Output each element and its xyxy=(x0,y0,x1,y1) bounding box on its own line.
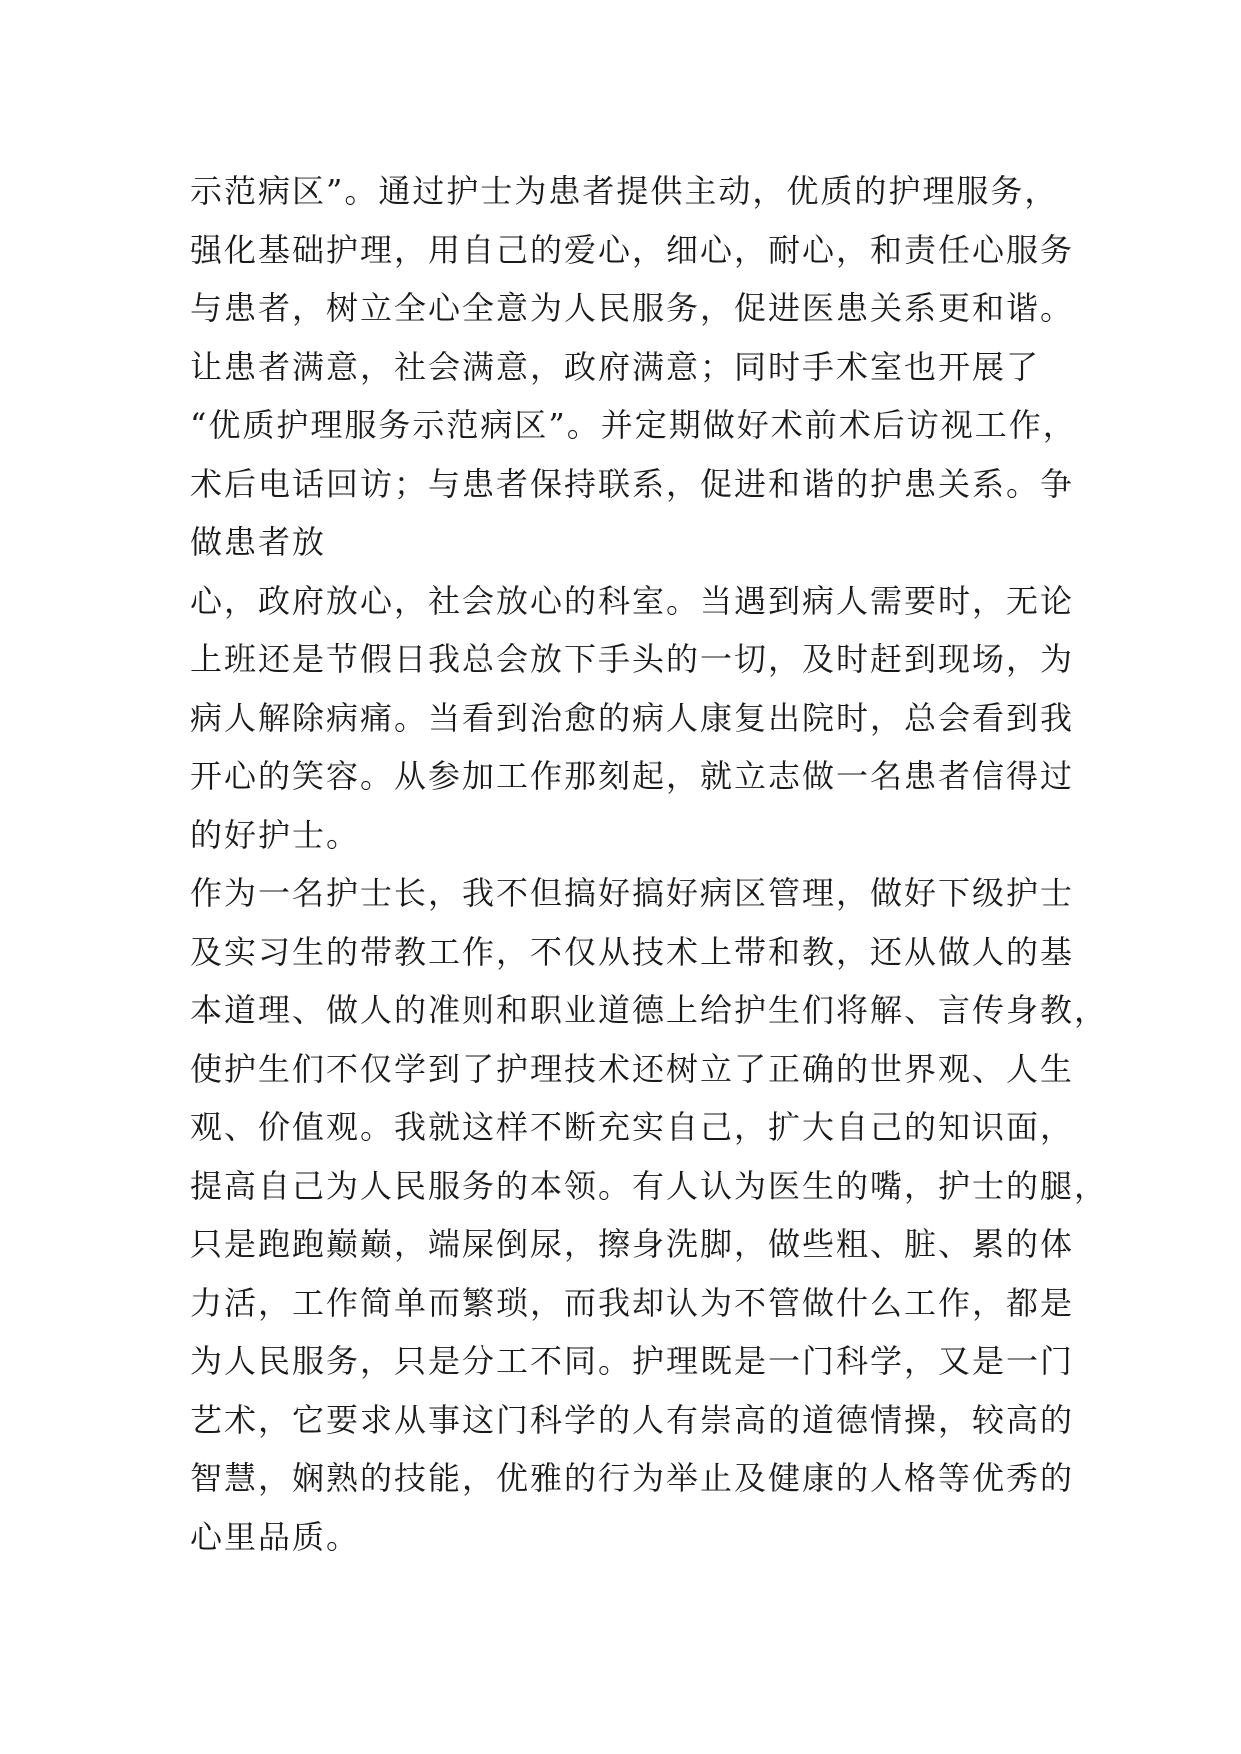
text-line: 心，政府放心，社会放心的科室。当遇到病人需要时，无论 xyxy=(190,581,1075,620)
text-line: 做患者放 xyxy=(190,523,327,561)
text-line: 术后电话回访；与患者保持联系，促进和谐的护患关系。争 xyxy=(190,464,1075,503)
text-line: 本道理、做人的准则和职业道德上给护生们将解、言传身教， xyxy=(190,991,1109,1029)
text-line: 让患者满意，社会满意，政府满意；同时手术室也开展了 xyxy=(190,347,1041,386)
text-line: 艺术，它要求从事这门科学的人有崇高的道德情操，较高的 xyxy=(190,1400,1075,1439)
text-line: 观、价值观。我就这样不断充实自己，扩大自己的知识面， xyxy=(190,1108,1075,1146)
text-line: 及实习生的带教工作，不仅从技术上带和教，还从做人的基 xyxy=(190,932,1075,971)
body-text xyxy=(190,162,1109,1566)
text-line: 上班还是节假日我总会放下手头的一切，及时赶到现场，为 xyxy=(190,640,1075,678)
text-line: 示范病区”。通过护士为患者提供主动，优质的护理服务， xyxy=(190,172,1059,210)
text-line: 病人解除病痛。当看到治愈的病人康复出院时，总会看到我 xyxy=(190,698,1075,737)
text-line: “优质护理服务示范病区”。并定期做好术前术后访视工作， xyxy=(190,406,1077,444)
text-line: 的好护士。 xyxy=(190,815,361,854)
text-line: 使护生们不仅学到了护理技术还树立了正确的世界观、人生 xyxy=(190,1049,1075,1088)
text-line: 力活，工作简单而繁琐，而我却认为不管做什么工作，都是 xyxy=(190,1283,1075,1322)
text-line: 只是跑跑巅巅，端屎倒尿，擦身洗脚，做些粗、脏、累的体 xyxy=(190,1225,1075,1263)
text-line: 作为一名护士长，我不但搞好搞好病区管理，做好下级护士 xyxy=(190,874,1075,912)
text-line: 提高自己为人民服务的本领。有人认为医生的嘴，护士的腿， xyxy=(190,1166,1109,1205)
text-line: 为人民服务，只是分工不同。护理既是一门科学，又是一门 xyxy=(190,1342,1075,1380)
text-line: 智慧，娴熟的技能，优雅的行为举止及健康的人格等优秀的 xyxy=(190,1459,1075,1497)
text-line: 开心的笑容。从参加工作那刻起，就立志做一名患者信得过 xyxy=(190,757,1075,795)
text-line: 心里品质。 xyxy=(190,1517,361,1556)
text-line: 与患者，树立全心全意为人民服务，促进医患关系更和谐。 xyxy=(190,289,1075,327)
text-line: 强化基础护理，用自己的爱心，细心，耐心，和责任心服务 xyxy=(190,230,1075,269)
